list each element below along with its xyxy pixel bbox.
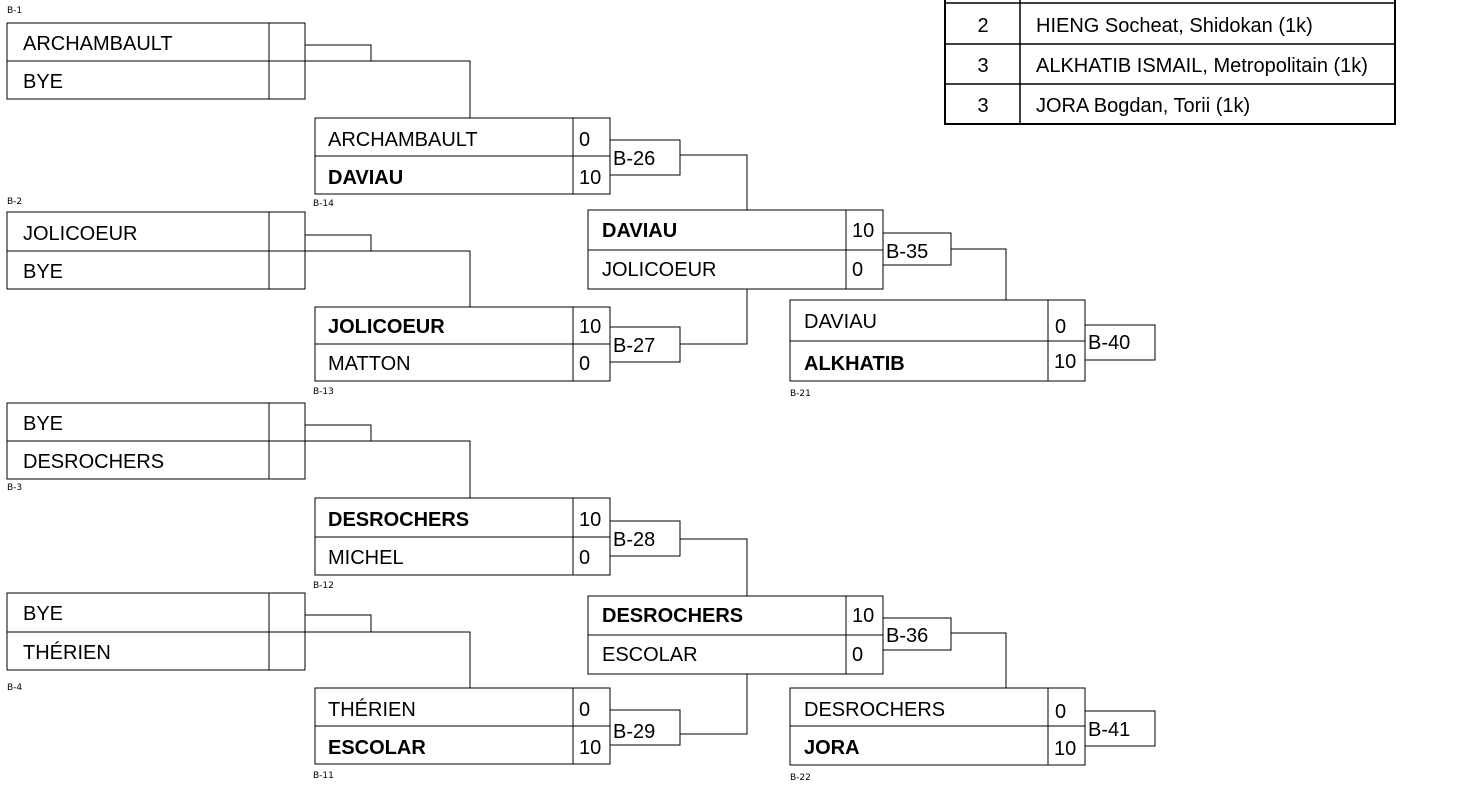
player-name: ESCOLAR: [602, 644, 698, 666]
winner-name: DESROCHERS: [602, 605, 744, 627]
player-name: BYE: [23, 413, 64, 435]
player-name: BYE: [23, 603, 64, 625]
match-id: B-2: [7, 197, 23, 207]
score: 0: [852, 644, 864, 666]
winner-name: ESCOLAR: [328, 737, 426, 759]
next-match-tag: B-29: [613, 721, 656, 743]
match-id: B-4: [7, 683, 23, 693]
player-name: BYE: [23, 71, 64, 93]
player-name: DAVIAU: [804, 311, 877, 333]
next-match-tag: B-27: [613, 335, 656, 357]
results-place: 3: [977, 55, 989, 77]
match-id: B-22: [790, 773, 811, 783]
player-name: DESROCHERS: [23, 451, 165, 473]
next-match-tag: B-40: [1088, 332, 1131, 354]
player-name: MICHEL: [328, 547, 404, 569]
winner-name: JOLICOEUR: [328, 316, 445, 338]
score: 10: [852, 605, 875, 627]
results-name: JORA Bogdan, Torii (1k): [1036, 95, 1251, 117]
player-name: THÉRIEN: [328, 699, 416, 721]
match-id: B-13: [313, 387, 334, 397]
player-name: ARCHAMBAULT: [23, 33, 173, 55]
winner-name: JORA: [804, 737, 860, 759]
results-name: ALKHATIB ISMAIL, Metropolitain (1k): [1036, 55, 1368, 77]
score: 0: [579, 699, 591, 721]
results-place: 3: [977, 95, 989, 117]
next-match-tag: B-41: [1088, 719, 1131, 741]
score: 0: [579, 129, 591, 151]
player-name: BYE: [23, 261, 64, 283]
winner-name: DESROCHERS: [328, 509, 470, 531]
next-match-tag: B-36: [886, 625, 929, 647]
player-name: THÉRIEN: [23, 642, 111, 664]
results-name: HIENG Socheat, Shidokan (1k): [1036, 15, 1313, 37]
score: 10: [1054, 351, 1077, 373]
score: 10: [852, 220, 875, 242]
score: 10: [1054, 738, 1077, 760]
score: 10: [579, 316, 602, 338]
match-id: B-1: [7, 6, 23, 16]
score: 0: [579, 353, 591, 375]
match-id: B-11: [313, 771, 334, 781]
score: 10: [579, 167, 602, 189]
score: 10: [579, 509, 602, 531]
score: 0: [852, 259, 864, 281]
winner-name: ALKHATIB: [804, 353, 905, 375]
player-name: ARCHAMBAULT: [328, 129, 478, 151]
player-name: JOLICOEUR: [23, 223, 138, 245]
score: 10: [579, 737, 602, 759]
match-id: B-12: [313, 581, 334, 591]
player-name: DESROCHERS: [804, 699, 946, 721]
winner-name: DAVIAU: [328, 167, 404, 189]
next-match-tag: B-28: [613, 529, 656, 551]
results-place: 2: [977, 15, 989, 37]
next-match-tag: B-35: [886, 241, 929, 263]
winner-name: DAVIAU: [602, 220, 678, 242]
player-name: JOLICOEUR: [602, 259, 717, 281]
player-name: MATTON: [328, 353, 411, 375]
match-id: B-21: [790, 389, 811, 399]
next-match-tag: B-26: [613, 148, 656, 170]
match-id: B-3: [7, 483, 23, 493]
score: 0: [1055, 316, 1067, 338]
match-id: B-14: [313, 199, 334, 209]
score: 0: [579, 547, 591, 569]
score: 0: [1055, 701, 1067, 723]
